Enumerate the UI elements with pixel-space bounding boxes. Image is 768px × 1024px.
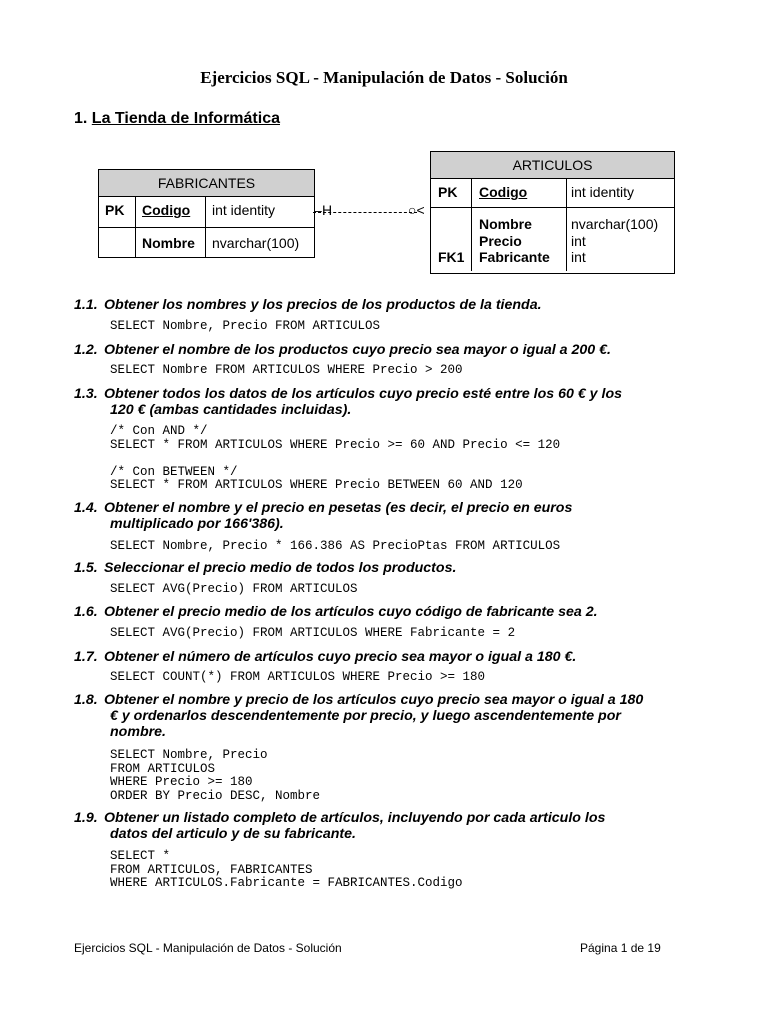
- exercise-1-7-question: 1.7. Obtener el número de artículos cuyo precio sea mayor o igual a 180 €.: [74, 649, 577, 665]
- articulos-pk-key: PK: [438, 184, 458, 200]
- exercise-1-4-code: SELECT Nombre, Precio * 166.386 AS PrecioPtas FROM ARTICULOS: [110, 539, 561, 553]
- articulos-column-fabricante: Fabricante: [479, 249, 550, 265]
- exercise-1-5-code: SELECT AVG(Precio) FROM ARTICULOS: [110, 582, 358, 596]
- exercise-1-5-question: 1.5. Seleccionar el precio medio de todos los productos.: [74, 560, 457, 576]
- articulos-attr-types: [571, 216, 658, 271]
- exercise-1-2-code: SELECT Nombre FROM ARTICULOS WHERE Precio > 200: [110, 363, 463, 377]
- document-title: Ejercicios SQL - Manipulación de Datos - Solución: [200, 68, 568, 87]
- section-heading: [74, 110, 280, 128]
- fabricantes-table: [98, 169, 315, 258]
- articulos-pk-type: int identity: [571, 184, 635, 200]
- exercise-1-2-question: 1.2. Obtener el nombre de los productos cuyo precio sea mayor o igual a 200 €.: [74, 342, 611, 358]
- articulos-type-precio: int: [571, 232, 586, 249]
- exercise-1-3-code: /* Con AND */ SELECT * FROM ARTICULOS WHERE Precio >= 60 AND Precio <= 120 /* Con BETWEEN */ SELECT * FROM ARTICULOS WHERE Precio BETWEEN 60 AND 120: [110, 424, 561, 492]
- exercise-1-7-code: SELECT COUNT(*) FROM ARTICULOS WHERE Precio >= 180: [110, 670, 486, 684]
- articulos-key-fk1: FK1: [438, 249, 465, 265]
- exercise-1-4-question: 1.4. Obtener el nombre y el precio en pesetas (es decir, el precio en euros multiplicado por 166'386).: [74, 500, 573, 532]
- exercise-1-9-question: 1.9. Obtener un listado completo de artículos, incluyendo por cada articulo los datos del articulo y de su fabricante.: [74, 810, 606, 842]
- articulos-table-header: ARTICULOS: [431, 152, 674, 179]
- articulos-key-precio: [438, 233, 464, 250]
- one-cardinality-bar: H: [322, 202, 333, 218]
- fabricantes-pk-type: int identity: [212, 202, 276, 218]
- one-cardinality-mark: –: [314, 202, 322, 218]
- many-cardinality-mark: ○<: [408, 202, 425, 218]
- articulos-table: [430, 151, 675, 274]
- fabricantes-attr-type: nvarchar(100): [212, 235, 300, 251]
- articulos-attr-row: [431, 208, 674, 271]
- articulos-attr-columns: [479, 216, 550, 271]
- articulos-column-precio: Precio: [479, 232, 522, 249]
- exercise-1-1-code: SELECT Nombre, Precio FROM ARTICULOS: [110, 319, 381, 333]
- exercise-1-6-question: 1.6. Obtener el precio medio de los artículos cuyo código de fabricante sea 2.: [74, 604, 598, 620]
- exercise-1-8-code: SELECT Nombre, Precio FROM ARTICULOS WHERE Precio >= 180 ORDER BY Precio DESC, Nombre: [110, 748, 321, 803]
- articulos-attr-keys: [438, 216, 464, 271]
- fabricantes-pk-key: PK: [105, 202, 125, 218]
- footer-title: Ejercicios SQL - Manipulación de Datos - Solución: [74, 941, 342, 955]
- exercise-1-6-code: SELECT AVG(Precio) FROM ARTICULOS WHERE Fabricante = 2: [110, 626, 516, 640]
- fabricantes-table-header: FABRICANTES: [99, 170, 314, 197]
- section-number: 1.: [74, 110, 88, 127]
- articulos-type-nombre: nvarchar(100): [571, 216, 659, 232]
- fabricantes-pk-row: [99, 197, 314, 228]
- articulos-column-nombre: Nombre: [479, 216, 532, 232]
- fabricantes-attr-column: Nombre: [142, 235, 195, 251]
- section-title: La Tienda de Informática: [91, 110, 280, 127]
- articulos-key-nombre: [438, 216, 464, 233]
- articulos-type-fabricante: int: [571, 249, 586, 265]
- exercise-1-8-question: 1.8. Obtener el nombre y precio de los artículos cuyo precio sea mayor o igual a 180 € y ordenarlos descendentemente por precio, y luego ascendentemente por nombre.: [74, 692, 644, 740]
- articulos-pk-row: [431, 179, 674, 208]
- exercise-1-3-question: 1.3. Obtener todos los datos de los artículos cuyo precio esté entre los 60 € y los 120 € (ambas cantidades incluidas).: [74, 386, 622, 418]
- footer-page-number: Página 1 de 19: [580, 941, 661, 955]
- exercise-1-1-question: 1.1. Obtener los nombres y los precios de los productos de la tienda.: [74, 297, 542, 313]
- fabricantes-attr-row: [99, 228, 314, 257]
- fabricantes-pk-column: Codigo: [142, 202, 191, 218]
- exercise-1-9-code: SELECT * FROM ARTICULOS, FABRICANTES WHERE ARTICULOS.Fabricante = FABRICANTES.Codigo: [110, 849, 463, 890]
- articulos-pk-column: Codigo: [479, 184, 528, 200]
